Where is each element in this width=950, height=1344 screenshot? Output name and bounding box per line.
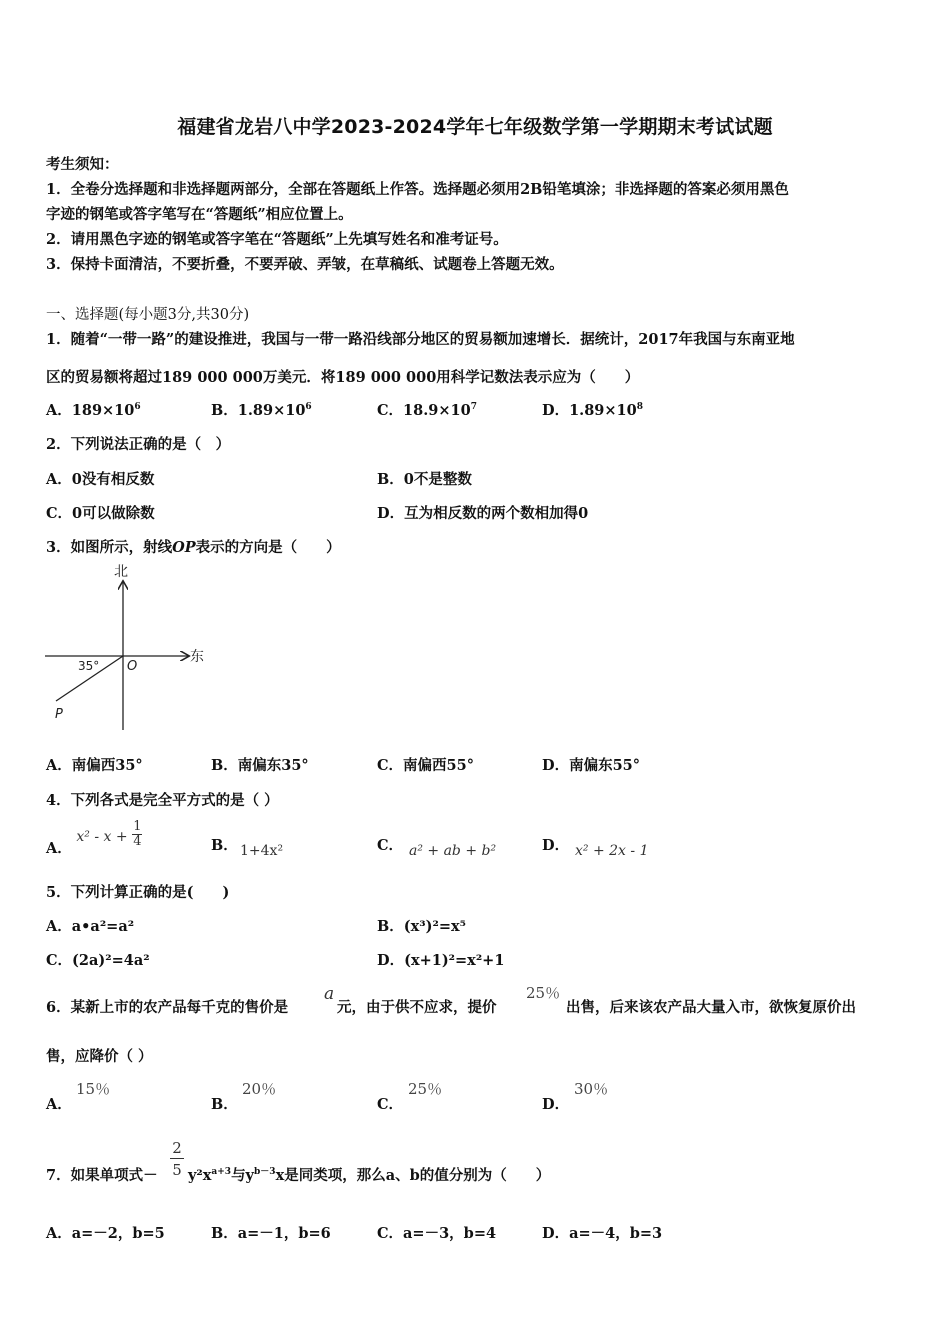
term: x是同类项，那么a、b的值分别为（ ） [275, 1167, 551, 1184]
q7-option-b[interactable]: B．a=－1，b=6 [211, 1225, 331, 1242]
q1-option-d[interactable] [542, 399, 643, 420]
option-text: a•a²=a² [71, 918, 135, 935]
q6-variable-a: a [324, 984, 335, 1004]
q4-option-d-expr: x² + 2x - 1 [575, 843, 649, 859]
q6-option-d[interactable]: D． [542, 1096, 570, 1113]
q4-option-b[interactable] [211, 834, 238, 855]
q1-option-c[interactable] [377, 399, 477, 420]
q7-stem-part2 [188, 1164, 550, 1185]
q5-option-c[interactable] [46, 949, 150, 970]
q7-option-d[interactable]: D．a=－4，b=3 [542, 1225, 663, 1242]
page-title: 福建省龙岩八中学2023-2024学年七年级数学第一学期期末考试试题 [177, 116, 773, 138]
q6-option-b-value: 20％ [242, 1080, 277, 1098]
option-label: C． [46, 952, 73, 969]
q6-stem-part1: 6．某新上市的农产品每千克的售价是 [46, 999, 289, 1016]
option-text: 1.89×10 [569, 402, 637, 419]
q2-option-a[interactable]: A．0没有相反数 [46, 471, 155, 488]
q6-stem-part2: 元，由于供不应求，提价 [337, 999, 497, 1016]
notice-line-2: 2．请用黑色字迹的钢笔或答字笔在“答题纸”上先填写姓名和准考证号。 [46, 231, 508, 248]
q5-option-d[interactable] [377, 949, 504, 970]
q1-stem-line2: 区的贸易额将超过189 000 000万美元．将189 000 000用科学记数法表示应为（ ） [46, 369, 640, 386]
q7-fraction [170, 1138, 184, 1181]
q3-option-a[interactable]: A．南偏西35° [46, 757, 143, 774]
q6-option-d-value: 30％ [574, 1080, 609, 1098]
exponent: a+3 [211, 1167, 232, 1177]
q7-option-a[interactable]: A．a=－2，b=5 [46, 1225, 165, 1242]
denominator: 4 [133, 834, 142, 849]
option-text: (2a)²=4a² [72, 952, 150, 969]
q6-option-c-value: 25％ [408, 1080, 443, 1098]
option-label: A． [46, 839, 72, 857]
q6-option-c[interactable]: C． [377, 1096, 404, 1113]
notice-line-3: 3．保持卡面清洁，不要折叠，不要弄破、弄皱，在草稿纸、试题卷上答题无效。 [46, 256, 564, 273]
numerator: 2 [170, 1138, 184, 1159]
option-label: B． [377, 918, 404, 935]
origin-label: O [127, 659, 138, 674]
q4-option-c[interactable] [377, 834, 403, 855]
exponent: 7 [470, 402, 477, 412]
option-text: (x+1)²=x²+1 [404, 952, 505, 969]
q1-option-a[interactable] [46, 399, 141, 420]
q3-option-b[interactable]: B．南偏东35° [211, 757, 309, 774]
q4-stem: 4．下列各式是完全平方式的是（ ） [46, 792, 279, 809]
denominator: 5 [172, 1161, 182, 1179]
option-label: B． [211, 837, 238, 854]
option-label: D． [542, 402, 570, 419]
q6-option-a[interactable]: A． [46, 1096, 72, 1113]
option-label: A． [46, 918, 72, 935]
q7-stem-part1: 7．如果单项式－ [46, 1167, 158, 1184]
option-label: B． [211, 402, 238, 419]
q5-option-a[interactable] [46, 915, 134, 936]
q5-option-b[interactable] [377, 915, 466, 936]
ray-label: OP [172, 539, 196, 556]
q2-option-d[interactable]: D．互为相反数的两个数相加得0 [377, 505, 589, 522]
q4-option-a[interactable] [46, 819, 142, 857]
q2-option-b[interactable]: B．0不是整数 [377, 471, 472, 488]
option-text: 18.9×10 [403, 402, 471, 419]
q3-stem [46, 536, 341, 557]
q5-stem: 5．下列计算正确的是( ) [46, 884, 230, 901]
north-label: 北 [114, 564, 128, 580]
compass-diagram [40, 560, 220, 735]
q2-option-c[interactable]: C．0可以做除数 [46, 505, 155, 522]
section-heading: 一、选择题(每小题3分,共30分) [46, 307, 250, 323]
q3-option-c[interactable]: C．南偏西55° [377, 757, 474, 774]
exponent: 6 [305, 402, 312, 412]
q6-stem-line2: 售，应降价（ ） [46, 1048, 153, 1065]
term: y²x [188, 1167, 212, 1184]
q4-option-c-expr: a² + ab + b² [409, 843, 497, 859]
exponent: b－3 [254, 1167, 276, 1177]
option-label: D． [542, 837, 570, 854]
east-label: 东 [190, 649, 204, 665]
option-label: C． [377, 837, 404, 854]
q4-option-d[interactable] [542, 834, 569, 855]
notice-line-1a: 1．全卷分选择题和非选择题两部分，全部在答题纸上作答。选择题必须用2B铅笔填涂；非选择题的答案必须用黑色 [46, 181, 789, 198]
fraction [132, 820, 142, 849]
q6-option-b[interactable]: B． [211, 1096, 238, 1113]
q1-stem-line1: 1．随着“一带一路”的建设推进，我国与一带一路沿线部分地区的贸易额加速增长．据统计，2017年我国与东南亚地 [46, 331, 795, 348]
option-label: D． [377, 952, 405, 969]
option-expression: x² - x + [76, 828, 128, 845]
exponent: 6 [134, 402, 141, 412]
term: 与y [231, 1167, 254, 1184]
q2-stem: 2．下列说法正确的是（ ） [46, 436, 231, 453]
numerator: 1 [133, 819, 142, 834]
notice-line-1b: 字迹的钢笔或答字笔写在“答题纸”相应位置上。 [46, 206, 353, 223]
option-text: 189×10 [71, 402, 135, 419]
q3-stem-text: 3．如图所示，射线 [46, 539, 173, 556]
q7-option-c[interactable]: C．a=－3，b=4 [377, 1225, 497, 1242]
q6-option-a-value: 15％ [76, 1080, 111, 1098]
notice-heading: 考生须知： [46, 156, 119, 173]
point-p-label: P [55, 707, 63, 722]
exponent: 8 [636, 402, 643, 412]
q4-option-b-expr: 1+4x² [240, 843, 284, 859]
q3-stem-text: 表示的方向是（ ） [195, 539, 341, 556]
option-text: 1.89×10 [237, 402, 306, 419]
option-text: (x³)²=x⁵ [403, 918, 466, 935]
angle-label: 35° [78, 659, 100, 673]
q6-percent: 25％ [526, 984, 561, 1002]
q3-option-d[interactable]: D．南偏东55° [542, 757, 641, 774]
option-label: C． [377, 402, 404, 419]
q6-stem-part3: 出售，后来该农产品大量入市，欲恢复原价出 [566, 999, 856, 1016]
option-label: A． [46, 402, 72, 419]
q1-option-b[interactable] [211, 399, 312, 420]
